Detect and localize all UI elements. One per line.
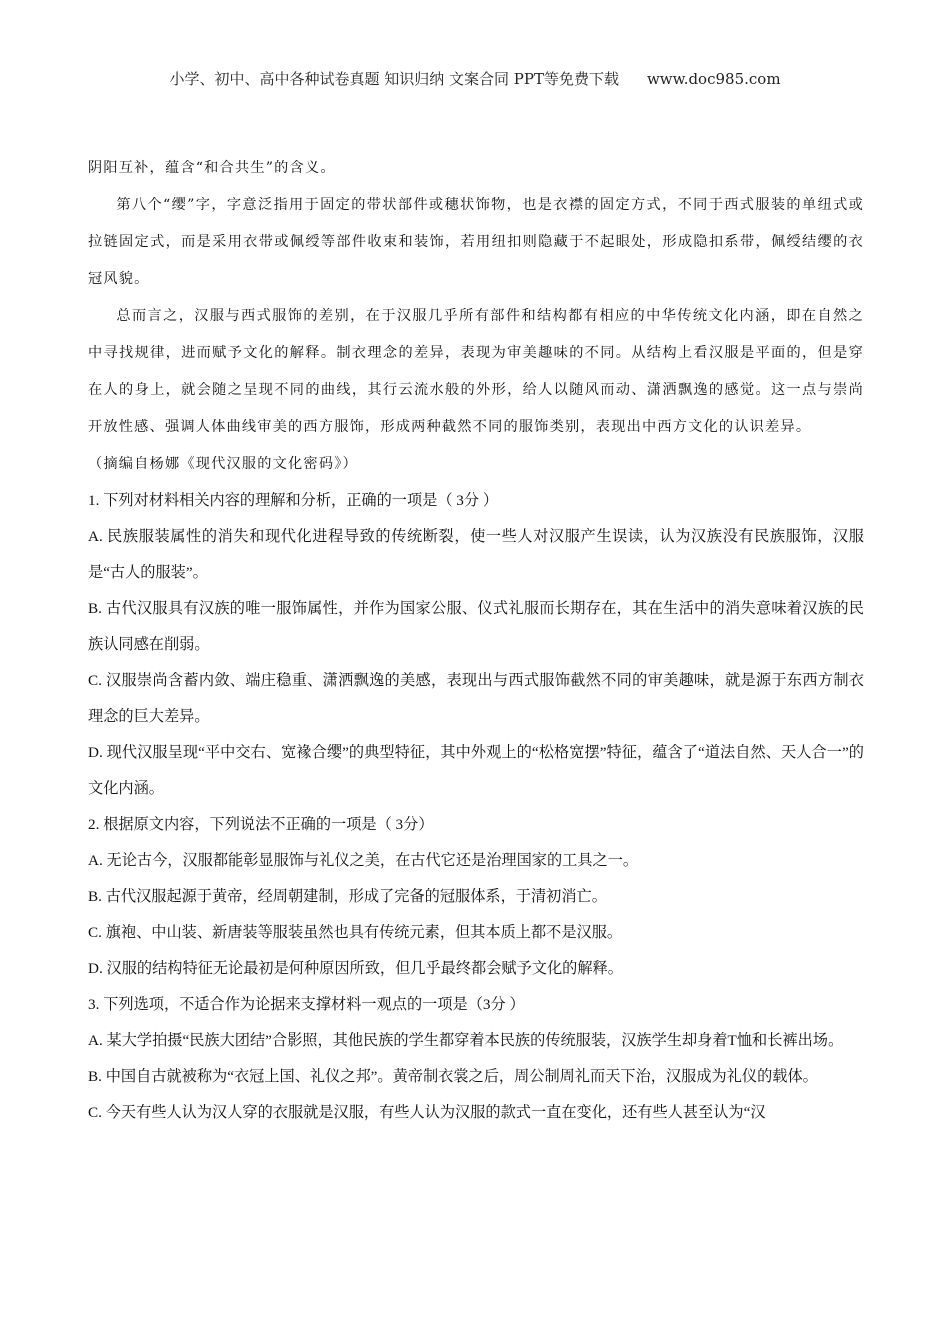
question-stem: 1. 下列对材料相关内容的理解和分析，正确的一项是（ 3分 ） (88, 492, 499, 509)
article-paragraph-1: 第八个“缨”字，字意泛指用于固定的带状部件或穗状饰物，也是衣襟的固定方式，不同于西式服装的单纽式或拉链固定式，而是采用衣带或佩绶等部件收束和装饰，若用纽扣则隐藏于不起眼处，形成隐扣系带，佩绶结缨的衣冠风貌。 (88, 197, 864, 287)
option-a: A. 民族服装属性的消失和现代化进程导致的传统断裂，使一些人对汉服产生误读，认为汉族没有民族服饰，汉服是“古人的服装”。 (88, 528, 864, 581)
article-source: （摘编自杨娜《现代汉服的文化密码》） (88, 456, 358, 472)
option-a: A. 某大学拍摄“民族大团结”合影照，其他民族的学生都穿着本民族的传统服装，汉族学生却身着T恤和长裤出场。 (88, 1032, 844, 1049)
option-b: B. 中国自古就被称为“衣冠上国、礼仪之邦”。黄帝制衣裳之后，周公制周礼而天下治，汉服成为礼仪的载体。 (88, 1068, 818, 1085)
header-site-link[interactable]: www.doc985.com (646, 70, 781, 88)
question-3 (88, 987, 864, 1131)
question-stem: 2. 根据原文内容，下列说法不正确的一项是（ 3分） (88, 816, 434, 833)
questions (88, 483, 864, 1131)
question-1 (88, 483, 864, 807)
article-paragraph-2: 总而言之，汉服与西式服饰的差别，在于汉服几乎所有部件和结构都有相应的中华传统文化内涵，即在自然之中寻找规律，进而赋予文化的解释。制衣理念的差异，表现为审美趣味的不同。从结构上看汉服是平面的，但是穿在人的身上，就会随之呈现不同的曲线，其行云流水般的外形，给人以随风而动、潇洒飘逸的感觉。这一点与崇尚开放性感、强调人体曲线审美的西方服饰，形成两种截然不同的服饰类别，表现出中西方文化的认识差异。 (88, 308, 864, 435)
option-a: A. 无论古今，汉服都能彰显服饰与礼仪之美，在古代它还是治理国家的工具之一。 (88, 852, 639, 869)
header-text: 小学、初中、高中各种试卷真题 知识归纳 文案合同 PPT等免费下载 (169, 70, 619, 88)
option-d: D. 汉服的结构特征无论最初是何种原因所致，但几乎最终都会赋予文化的解释。 (88, 960, 623, 977)
option-d: D. 现代汉服呈现“平中交右、宽褖合缨”的典型特征，其中外观上的“松格宽摆”特征，蕴含了“道法自然、天人合一”的文化内涵。 (88, 744, 864, 797)
option-c: C. 今天有些人认为汉人穿的衣服就是汉服，有些人认为汉服的款式一直在变化，还有些人甚至认为“汉 (88, 1104, 766, 1121)
question-2 (88, 807, 864, 987)
article-paragraph-0: 阴阳互补，蕴含“和合共生”的含义。 (88, 160, 336, 176)
option-b: B. 古代汉服起源于黄帝，经周朝建制，形成了完备的冠服体系，于清初消亡。 (88, 888, 607, 905)
option-c: C. 旗袍、中山装、新唐装等服装虽然也具有传统元素，但其本质上都不是汉服。 (88, 924, 623, 941)
question-stem: 3. 下列选项，不适合作为论据来支撑材料一观点的一项是（3分 ） (88, 996, 525, 1013)
option-c: C. 汉服崇尚含蓄内敛、端庄稳重、潇洒飘逸的美感，表现出与西式服饰截然不同的审美趣味，就是源于东西方制衣理念的巨大差异。 (88, 672, 864, 725)
option-b: B. 古代汉服具有汉族的唯一服饰属性，并作为国家公服、仪式礼服而长期存在，其在生活中的消失意味着汉族的民族认同感在削弱。 (88, 600, 864, 653)
article (88, 150, 864, 483)
page-header (0, 68, 950, 89)
document-page (88, 150, 864, 1131)
